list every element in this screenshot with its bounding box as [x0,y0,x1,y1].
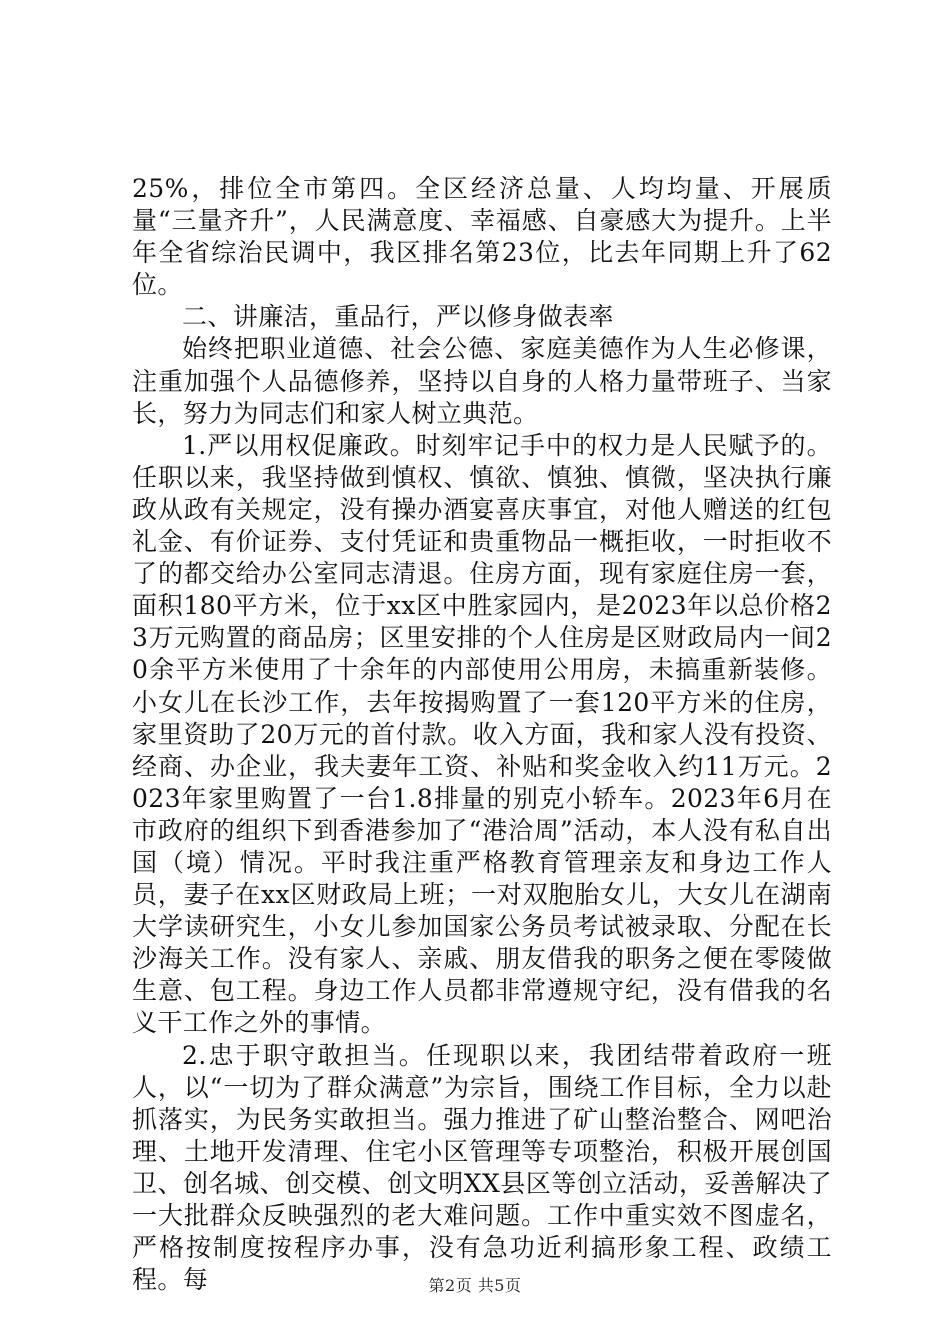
paragraph-item-2: 2.忠于职守敢担当。任现职以来，我团结带着政府一班人，以“一切为了群众满意”为宗旨，围绕工作目标，全力以赴抓落实，为民务实敢担当。强力推进了矿山整治整合、网吧治理、土地开发清理、住宅小区管理等专项整治，积极开展创国卫、创名城、创交模、创文明XX县区等创立活动，妥善解决了一大批群众反映强烈的老大难问题。工作中重实效不图虚名，严格按制度按程序办事，没有急功近利搞形象工程、政绩工程。每 [132,1040,832,1295]
document-body [132,173,832,1296]
paragraph-continued: 25%，排位全市第四。全区经济总量、人均均量、开展质量“三量齐升”，人民满意度、幸福感、自豪感大为提升。上半年全省综治民调中，我区排名第23位，比去年同期上升了62位。 [132,174,832,300]
page-number-footer: 第2页 共5页 [428,1276,522,1295]
section-heading: 二、讲廉洁，重品行，严以修身做表率 [182,302,614,332]
paragraph-item-1: 1.严以用权促廉政。时刻牢记手中的权力是人民赋予的。任职以来，我坚持做到慎权、慎欲、慎独、慎微，坚决执行廉政从政有关规定，没有操办酒宴喜庆事宜，对他人赠送的红包礼金、有价证券、支付凭证和贵重物品一概拒收，一时拒收不了的都交给办公室同志清退。住房方面，现有家庭住房一套，面积180平方米，位于xx区中胜家园内，是2023年以总价格23万元购置的商品房；区里安排的个人住房是区财政局内一间20余平方米使用了十余年的内部使用公用房，未搞重新装修。小女儿在长沙工作，去年按揭购置了一套120平方米的住房，家里资助了20万元的首付款。收入方面，我和家人没有投资、经商、办企业，我夫妻年工资、补贴和奖金收入约11万元。2023年家里购置了一台1.8排量的别克小轿车。2023年6月在市政府的组织下到香港参加了“港洽周”活动，本人没有私自出国（境）情况。平时我注重严格教育管理亲友和身边工作人员，妻子在xx区财政局上班；一对双胞胎女儿，大女儿在湖南大学读研究生，小女儿参加国家公务员考试被录取、分配在长沙海关工作。没有家人、亲戚、朋友借我的职务之便在零陵做生意、包工程。身边工作人员都非常遵规守纪，没有借我的名义干工作之外的事情。 [132,430,832,1038]
paragraph-intro: 始终把职业道德、社会公德、家庭美德作为人生必修课，注重加强个人品德修养，坚持以自身的人格力量带班子、当家长，努力为同志们和家人树立典范。 [132,334,832,428]
